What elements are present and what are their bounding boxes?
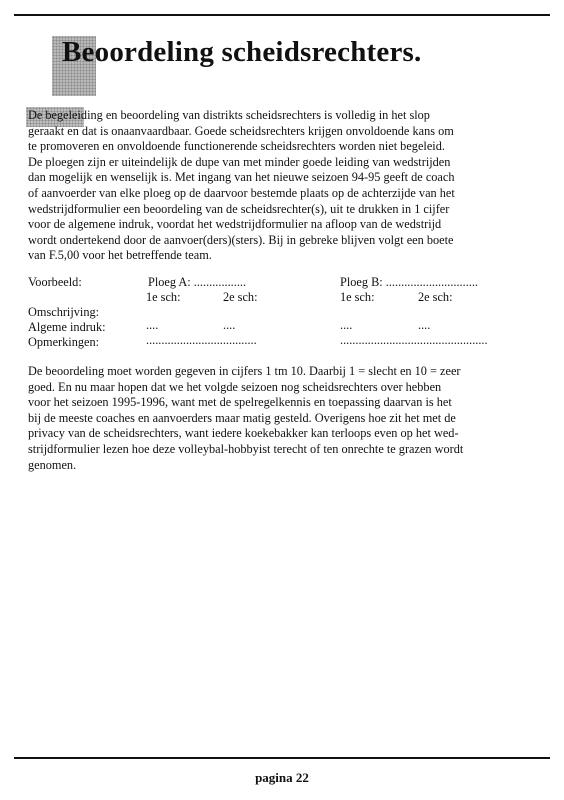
ploeg-b-sch2-score-dots: .... bbox=[418, 318, 431, 332]
text-line: van F.5,00 voor het betreffende team. bbox=[28, 248, 212, 263]
ploeg-a-sch2-score-dots: .... bbox=[223, 318, 236, 332]
text-line: wedstrijdformulier een beoordeling van de scheidsrechter(s), uit te drukken in 1 cijfer bbox=[28, 201, 450, 216]
text-line: wordt ondertekend door de aanvoer(ders)(sters). Bij in gebreke blijven volgt een boete bbox=[28, 232, 454, 247]
algeme-indruk-label: Algeme indruk: bbox=[28, 320, 106, 334]
omschrijving-label: Omschrijving: bbox=[28, 305, 100, 319]
text-line: genomen. bbox=[28, 457, 77, 472]
closing-paragraph bbox=[28, 364, 528, 473]
text-line: De ploegen zijn er uiteindelijk de dupe van met minder goede leiding van wedstrijden bbox=[28, 154, 451, 169]
text-line: bij de meeste coaches en aanvoerders maar matig gesteld. Overigens hoe zit het met de bbox=[28, 410, 456, 425]
intro-paragraph bbox=[28, 108, 528, 264]
ploeg-a-sch2-label: 2e sch: bbox=[223, 290, 258, 304]
opmerkingen-label: Opmerkingen: bbox=[28, 335, 100, 349]
ploeg-b-sch1-label: 1e sch: bbox=[340, 290, 375, 304]
ploeg-a-remarks-dots: .................................... bbox=[146, 333, 257, 347]
text-line: privacy van de scheidsrechters, want iedere koekebakker kan terloops even op het wed- bbox=[28, 426, 459, 441]
text-line: De beoordeling moet worden gegeven in cijfers 1 tm 10. Daarbij 1 = slecht en 10 = zeer bbox=[28, 364, 461, 378]
text-line: strijdformulier lezen hoe deze volleybal-hobbyist terecht of ten onrechte te grazen wordt bbox=[28, 441, 464, 456]
text-line: De begeleiding en beoordeling van distrikts scheidsrechters is volledig in het slop bbox=[28, 108, 430, 122]
text-line: voor het seizoen 1995-1996, want met de spelregelkennis en toepassing daarvan is het bbox=[28, 395, 452, 410]
ploeg-a-sch1-label: 1e sch: bbox=[146, 290, 181, 304]
text-line: of aanvoerder van elke ploeg op de daarvoor bestemde plaats op de achterzijde van het bbox=[28, 185, 455, 200]
text-line: voor de algemene indruk, voordat het wedstrijdformulier na afloop van de wedstrijd bbox=[28, 217, 442, 232]
ploeg-a-sch1-score-dots: .... bbox=[146, 318, 159, 332]
ploeg-b-sch2-label: 2e sch: bbox=[418, 290, 453, 304]
top-rule bbox=[14, 14, 550, 16]
page-title: Beoordeling scheidsrechters. bbox=[62, 36, 422, 68]
text-line: te promoveren en onvoldoende functionerende scheidsrechters worden niet begeleid. bbox=[28, 139, 445, 154]
ploeg-b-sch1-score-dots: .... bbox=[340, 318, 353, 332]
page-number: pagina 22 bbox=[255, 770, 309, 785]
text-line: dan mogelijk en wenselijk is. Met ingang van het nieuwe seizoen 94-95 geeft de coach bbox=[28, 170, 455, 185]
voorbeeld-label: Voorbeeld: bbox=[28, 275, 82, 289]
text-line: goed. En nu maar hopen dat we het volgde seizoen nog scheidsrechters over hebben bbox=[28, 379, 442, 394]
ploeg-b-label: Ploeg B: .............................. bbox=[340, 275, 479, 289]
text-line: geraakt en dat is onaanvaardbaar. Goede scheidsrechters krijgen onvoldoende kans om bbox=[28, 123, 454, 138]
ploeg-a-label: Ploeg A: ................. bbox=[148, 275, 247, 289]
ploeg-b-remarks-dots: ................................................ bbox=[340, 333, 488, 347]
bottom-rule bbox=[14, 757, 550, 759]
